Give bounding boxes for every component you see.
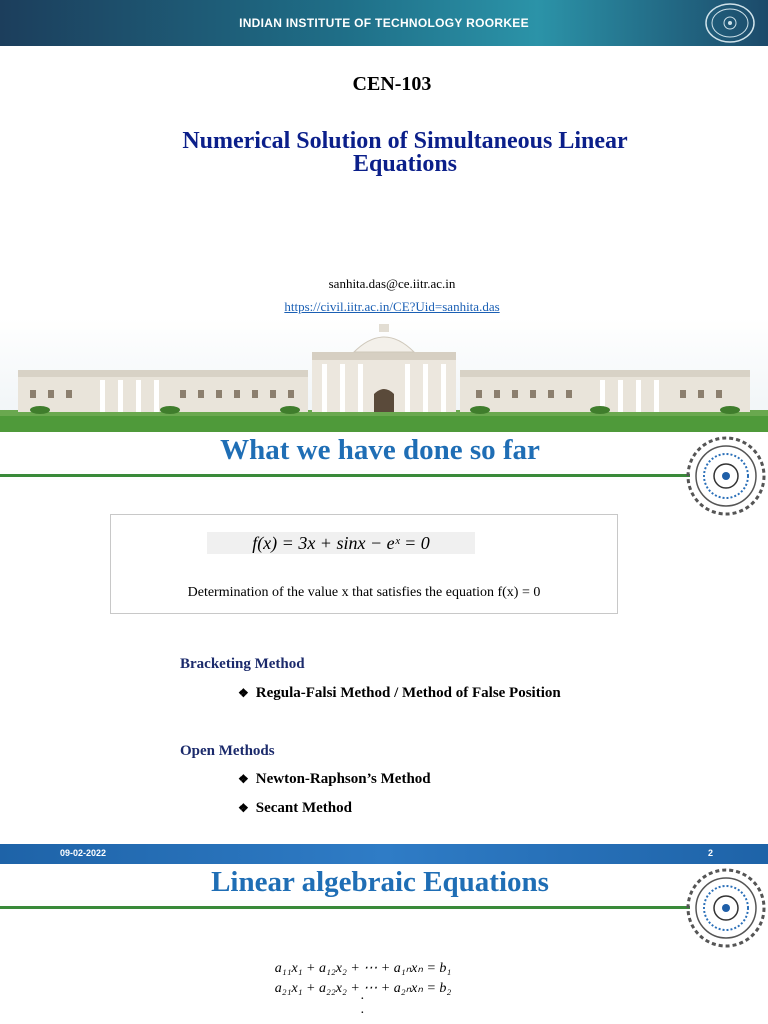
presentation-title <box>140 130 670 176</box>
diamond-bullet-icon: ❖ <box>238 801 249 815</box>
slide-heading: Linear algebraic Equations <box>211 866 549 898</box>
title-line-1: Numerical Solution of Simultaneous Linear <box>182 128 628 154</box>
campus-building-image <box>0 318 768 432</box>
iitr-logo-icon <box>684 434 768 518</box>
title-line-2: Equations <box>352 151 458 177</box>
section-open-methods: Open Methods <box>180 743 275 759</box>
diamond-bullet-icon: ❖ <box>238 772 249 786</box>
page-number: 2 <box>708 848 714 858</box>
title-slide <box>0 0 768 432</box>
vertical-ellipsis: · <box>360 992 365 1007</box>
banner-title: INDIAN INSTITUTE OF TECHNOLOGY ROORKEE <box>239 16 529 30</box>
vertical-ellipsis: · <box>360 1006 365 1021</box>
linear-equation-row-1: a₁₁x₁ + a₁₂x₂ + ⋯ + a₁ₙxₙ = b₁ <box>274 961 452 976</box>
iitr-emblem-icon <box>702 2 758 44</box>
section-bracketing: Bracketing Method <box>180 656 305 672</box>
linear-equations-slide <box>0 864 768 1024</box>
list-item: ❖ Newton-Raphson’s Method <box>238 771 431 787</box>
institute-banner <box>0 0 768 46</box>
course-code: CEN-103 <box>352 73 432 95</box>
linear-equation-row-2: a₂₁x₁ + a₂₂x₂ + ⋯ + a₂ₙxₙ = b₂ <box>274 981 452 996</box>
profile-link[interactable]: https://civil.iitr.ac.in/CE?Uid=sanhita.das <box>284 299 500 314</box>
heading-divider <box>0 906 690 909</box>
heading-divider <box>0 474 690 477</box>
equation-description: Determination of the value x that satisfies the equation f(x) = 0 <box>187 585 541 600</box>
footer-date: 09-02-2022 <box>60 848 107 858</box>
nonlinear-equation: f(x) = 3x + sinx − eˣ = 0 <box>252 533 430 553</box>
diamond-bullet-icon: ❖ <box>238 686 249 700</box>
slide-heading: What we have done so far <box>220 434 540 466</box>
slide-footer <box>0 844 768 864</box>
equation-box <box>110 514 618 614</box>
list-item: ❖ Secant Method <box>238 800 352 816</box>
recap-slide <box>0 432 768 864</box>
list-item: ❖ Regula-Falsi Method / Method of False Position <box>238 685 561 701</box>
iitr-logo-icon <box>684 866 768 950</box>
author-email: sanhita.das@ce.iitr.ac.in <box>328 276 456 291</box>
